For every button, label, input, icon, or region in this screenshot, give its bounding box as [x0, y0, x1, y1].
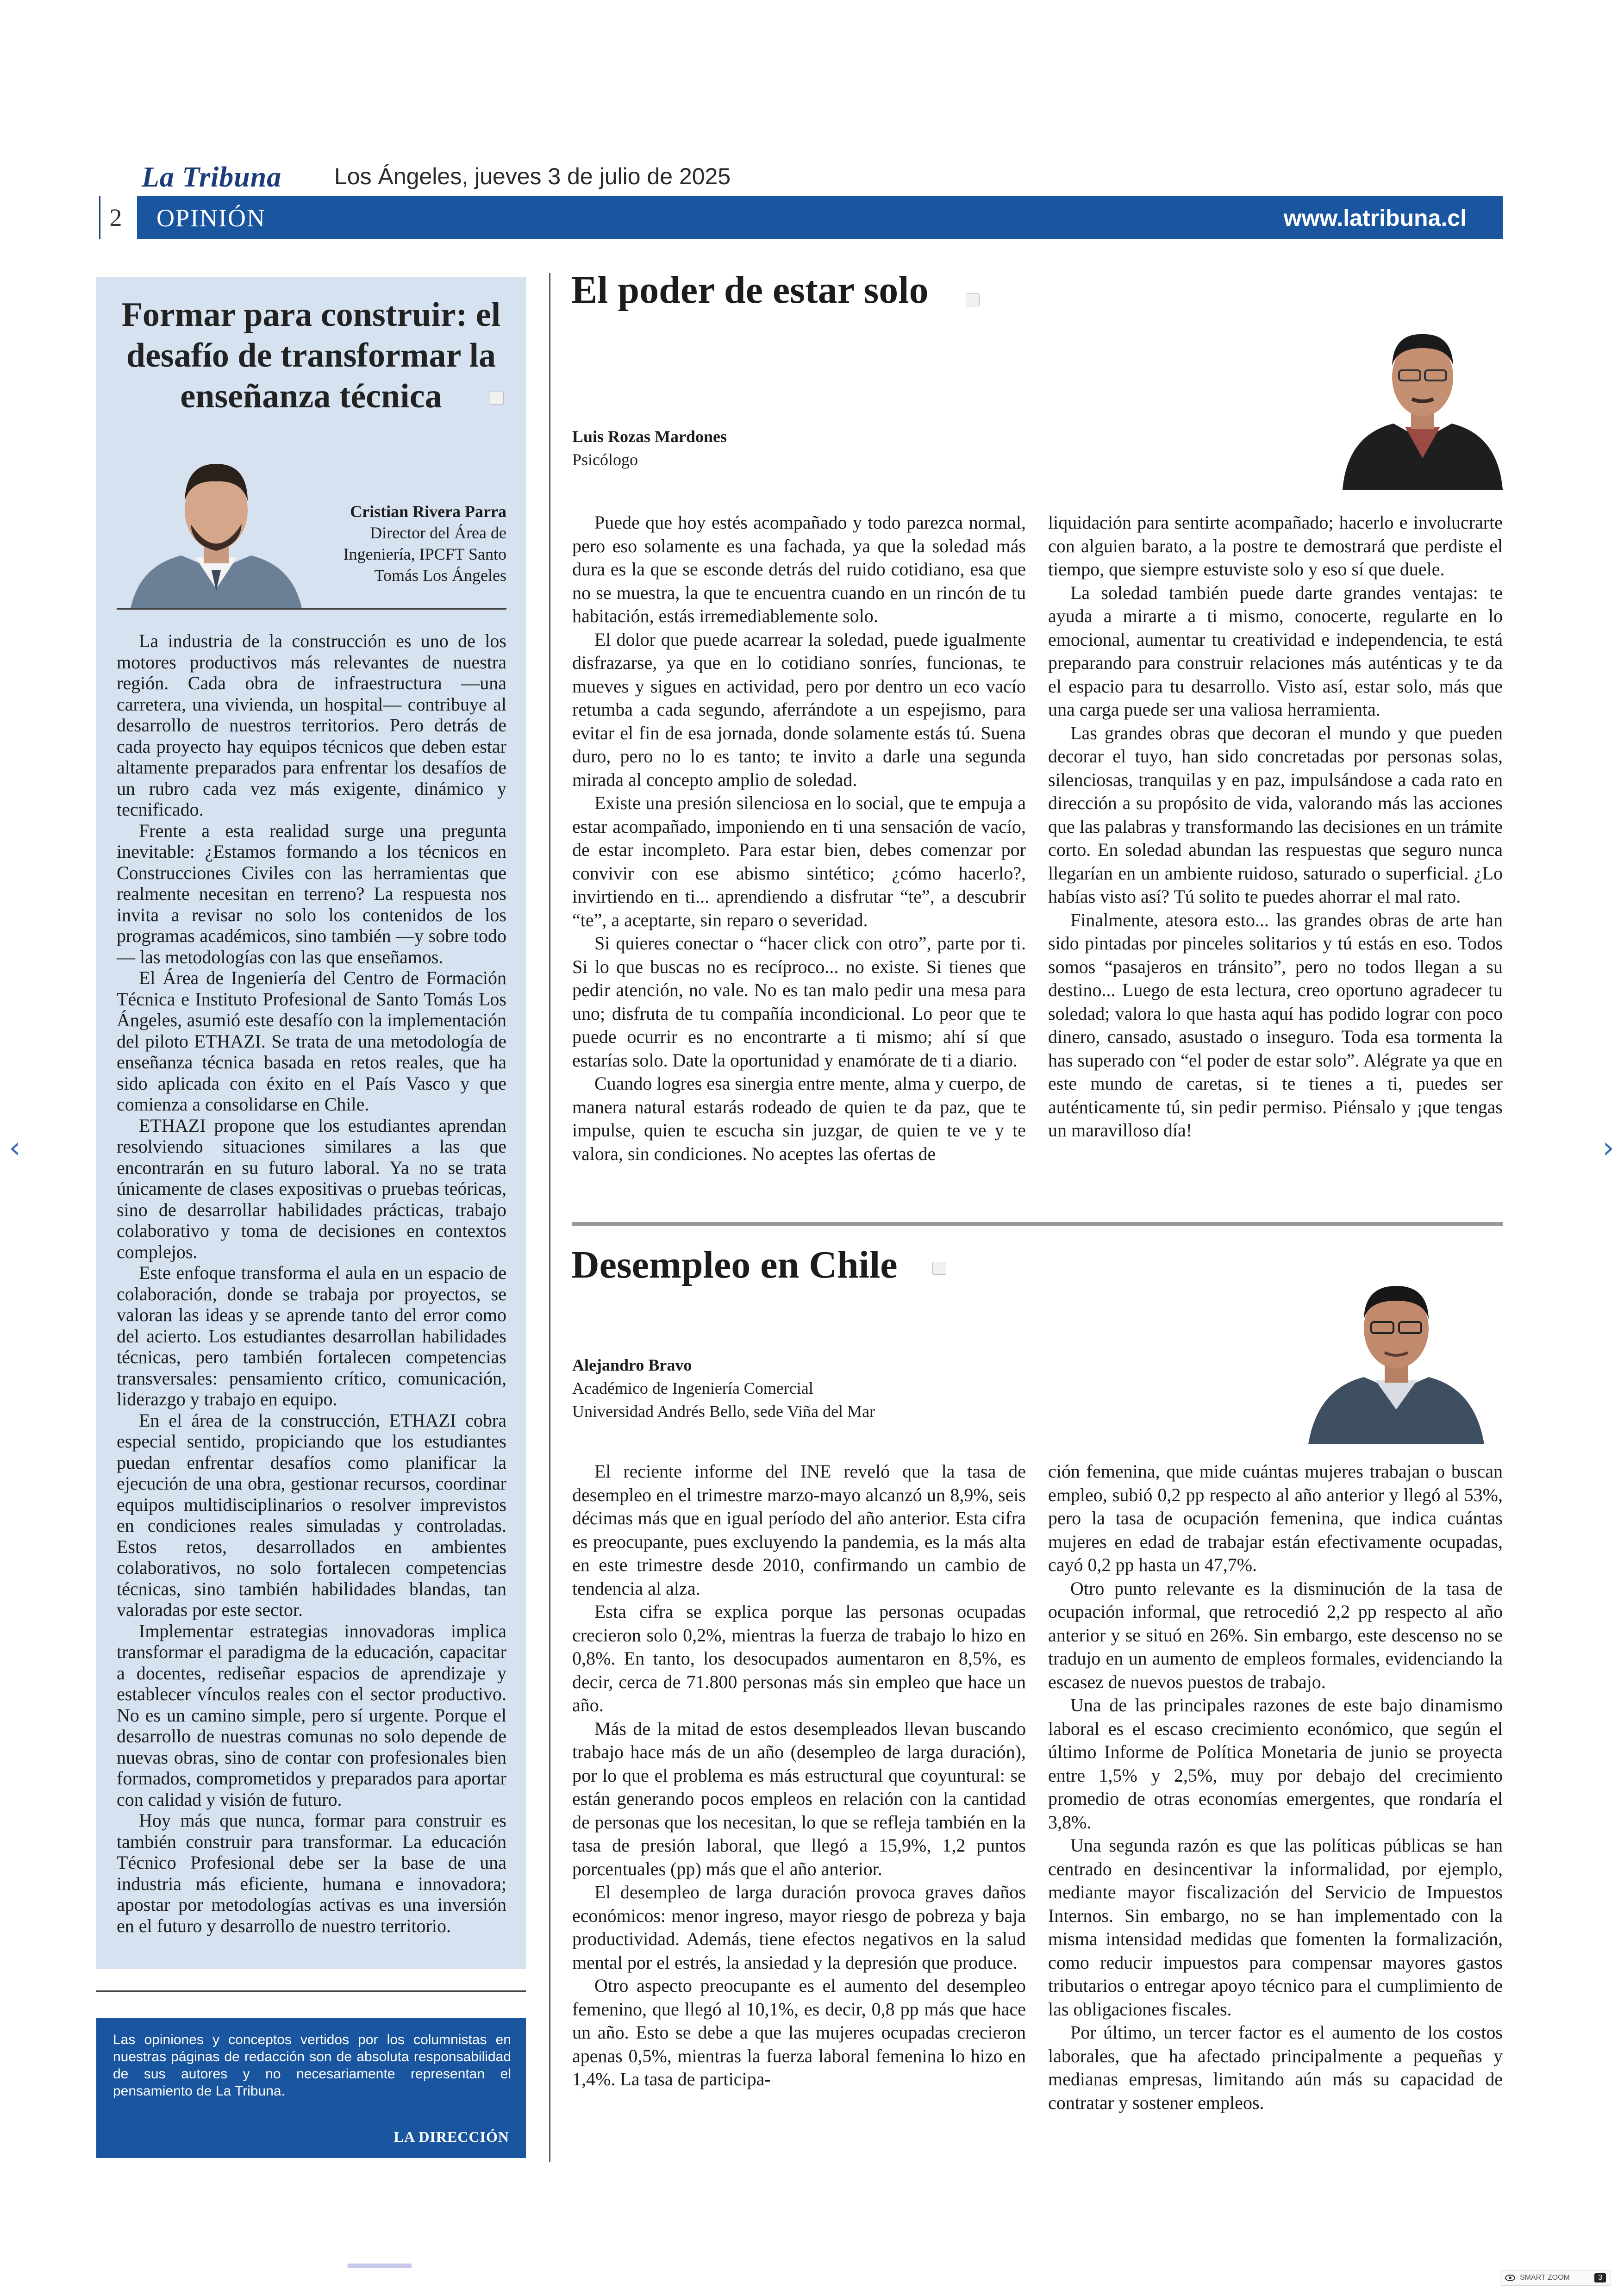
left-article-headline: Formar para construir: el desafío de transformar la enseñanza técnica	[121, 296, 501, 415]
horizontal-scrollbar[interactable]	[347, 2264, 412, 2268]
smart-zoom-button[interactable]	[1500, 2270, 1611, 2286]
paragraph: Puede que hoy estés acompañado y todo parezca normal, pero eso solamente es una fachada, ya que la soledad más dura es la que se esconde detrás del ruido cotidiano, esa que no se muestra, la que te encuentra cuando en un rincón de tu habitación, estás irremediablemente solo.	[572, 512, 1026, 626]
paragraph: ETHAZI propone que los estudiantes aprendan resolviendo situaciones similares a las que encontrarán en su futuro laboral. Ya no se trata únicamente de clases expositivas o pruebas teóricas, sino de desarrollar habilidades prácticas, trabajo colaborativo y toma de decisiones en contextos complejos.	[117, 1115, 506, 1262]
paragraph: Hoy más que nunca, formar para construir es también construir para transformar. La educación Técnico Profesional debe ser la base de una industria más eficiente, humana e innovadora; apostar por metodologías activas es una inversión en el futuro y desarrollo de nuestro territorio.	[117, 1810, 506, 1936]
divider	[96, 1990, 526, 1992]
article-separator	[572, 1222, 1503, 1226]
paragraph: Finalmente, atesora esto... las grandes obras de arte han sido pintadas por pinceles solitarios y tú estás en eso. Todos somos “pasajeros en tránsito”, pero no todos llegan a su destino... Luego de esta lectura, creo oportuno agradecer tu soledad; valora lo que hasta aquí has podido lograr con poco dinero, cansado, asustado o inseguro. Toda esa tormenta la has superado con “el poder de estar solo”. Alégrate ya que en este mundo de caretas, si te tienes a ti, puedes ser auténticamente tú, sin pedir permiso. Piénsalo y ¡que tengas un maravilloso día!	[1048, 909, 1503, 1141]
paragraph: El Área de Ingeniería del Centro de Formación Técnica e Instituto Profesional de Santo Tomás Los Ángeles, asumió este desafío con la implementación del piloto ETHAZI. Se trata de una metodología de enseñanza técnica basada en retos reales, que ha sido aplicada con éxito en el País Vasco y que comienza a consolidarse en Chile.	[117, 967, 506, 1115]
paragraph: Una segunda razón es que las políticas públicas se han centrado en desincentivar la informalidad, por ejemplo, mediante mayor fiscalización del Servicio de Impuestos Internos. Sin embargo, no se han implementado con la misma intensidad medidas que fomenten la formalización, como reducir impuestos para compensar mayores gastos tributarios o entregar apoyo técnico para el cumplimiento de las obligaciones fiscales.	[1048, 1835, 1503, 2020]
paragraph: El reciente informe del INE reveló que la tasa de desempleo en el trimestre marzo-mayo alcanzó un 8,9%, seis décimas más que en igual período del año anterior. Esta cifra es preocupante, pues excluyendo la pandemia, es la más alta en este trimestre desde 2010, confirmando un cambio de tendencia al alza.	[572, 1461, 1026, 1599]
paragraph: Cuando logres esa sinergia entre mente, alma y cuerpo, de manera natural estarás rodeado de quien te da paz, que te impulse, quien te escucha sin juzgar, de quien te ve y te valora, sin condiciones. No aceptes las ofertas de	[572, 1073, 1026, 1164]
author-info-bravo	[572, 1353, 875, 1423]
column-divider	[549, 273, 550, 2162]
author-photo-rivera	[121, 431, 311, 608]
disclaimer-signature: LA DIRECCIÓN	[394, 2128, 509, 2145]
paragraph: Esta cifra se explica porque las personas ocupadas crecieron solo 0,2%, mientras la fuerza de trabajo lo hizo en 0,8%. En tanto, los desocupados aumentaron en 8,5%, es decir, cerca de 71.800 personas más sin empleo que hace un año.	[572, 1601, 1026, 1715]
paragraph: En el área de la construcción, ETHAZI cobra especial sentido, propiciando que los estudiantes puedan enfrentar desafíos como planificar la ejecución de una obra, gestionar recursos, coordinar equipos multidisciplinarios o resolver imprevistos en condiciones reales simuladas y controladas. Estos retos, desarrollados en ambientes colaborativos, no solo fortalecen competencias técnicas, sino también habilidades blandas, tan valoradas por este sector.	[117, 1409, 506, 1620]
editorial-disclaimer	[96, 2018, 526, 2158]
paragraph: Más de la mitad de estos desempleados llevan buscando trabajo hace más de un año (desempleo de larga duración), por lo que el problema es más estructural que coyuntural: se están generando pocos empleos en relación con la cantidad de personas que los necesitan, lo que se refleja también en la tasa de presión laboral, que llegó a 15,9%, 1,2 puntos porcentuales (pp) más que el año anterior.	[572, 1718, 1026, 1879]
photo-icon[interactable]	[490, 392, 504, 405]
photo-icon[interactable]	[932, 1262, 946, 1275]
paragraph: La soledad también puede darte grandes ventajas: te ayuda a mirarte a ti mismo, conocerte, regularte en lo emocional, aumentar tu creatividad e independencia, te está preparando para construir relaciones más auténticas y te da el espacio para tu desarrollo. Visto así, estar solo, más que una carga puede ser una valiosa herramienta.	[1048, 582, 1503, 720]
left-article-body	[117, 630, 506, 1936]
paragraph: Frente a esta realidad surge una pregunta inevitable: ¿Estamos formando a los técnicos en Construcciones Civiles con las herramientas que realmente necesitan en terreno? La respuesta nos invita a revisar no solo los contenidos de los programas académicos, sino también —y sobre todo— las metodologías con las que enseñamos.	[117, 820, 506, 967]
newspaper-logo: La Tribuna	[142, 162, 282, 193]
divider	[117, 608, 506, 610]
author-org: Universidad Andrés Bello, sede Viña del Mar	[572, 1402, 875, 1421]
page-badge: 3	[1594, 2273, 1606, 2283]
author-info-rivera	[315, 501, 506, 586]
paragraph: Existe una presión silenciosa en lo social, que te empuja a estar acompañado, imponiendo en ti una sensación de vacío, de estar incompleto. Para estar bien, debes comenzar por convivir con ese abismo sintético; ¿cómo hacerlo?, invirtiendo en ti... aprendiendo a disfrutar “te”, a descubrir “te”, a aceptarte, sin reparo o severidad.	[572, 792, 1026, 930]
author-role: Director del Área de Ingeniería, IPCFT Santo Tomás Los Ángeles	[343, 524, 506, 585]
article1-column-1	[572, 511, 1026, 1166]
paragraph: Las grandes obras que decoran el mundo y que pueden decorar el tuyo, han sido concretadas por personas solas, silenciosas, tranquilas y en paz, impulsándose a cada rato en dirección a su propósito de vida, valorando más las acciones que las palabras y transformando las decisiones en un trámite corto. En soledad abundan las respuestas que seguro nunca llegarían en un ambiente ruidoso, saturado o superficial. ¿Lo habías visto así? Tú solito te puedes ahorrar el mal rato.	[1048, 722, 1503, 907]
article1-column-2	[1048, 511, 1503, 1142]
author-info-rozas	[572, 425, 727, 471]
author-role: Psicólogo	[572, 450, 638, 469]
site-url[interactable]: www.latribuna.cl	[1283, 205, 1467, 231]
author-name: Alejandro Bravo	[572, 1356, 692, 1374]
paragraph: Por último, un tercer factor es el aumento de los costos laborales, que ha afectado principalmente a pequeñas y medianas empresas, limitando aún más su capacidad de contratar y sostener empleos.	[1048, 2022, 1503, 2113]
chevron-right-icon[interactable]: ›	[1602, 1131, 1614, 1165]
author-role: Académico de Ingeniería Comercial	[572, 1379, 813, 1397]
eye-icon	[1505, 2275, 1515, 2281]
author-name: Cristian Rivera Parra	[350, 502, 506, 521]
paragraph: Si quieres conectar o “hacer click con otro”, parte por ti. Si lo que buscas no es recíproco... no existe. Si tienes que pedir atención, no vale. No es tan malo pedir una mesa para uno; disfruta de tu compañía incondicional. Lo peor que te puede ocurrir es no encontrarte a ti mismo; ahí sí que estarías solo. Date la oportunidad y enamórate de ti a diario.	[572, 933, 1026, 1071]
paragraph: Otro aspecto preocupante es el aumento del desempleo femenino, que llegó al 10,1%, es decir, 0,8 pp más que hace un año. Esto se debe a que las mujeres ocupadas crecieron apenas 0,5%, mientras la fuerza laboral femenina lo hizo en 1,4%. La tasa de participa-	[572, 1975, 1026, 2089]
author-name: Luis Rozas Mardones	[572, 427, 727, 446]
author-photo-rozas	[1343, 296, 1503, 490]
paragraph: ción femenina, que mide cuántas mujeres trabajan o buscan empleo, subió 0,2 pp respecto al año anterior y llegó al 53%, pero la tasa de ocupación femenina, que indica cuántas mujeres en edad de trabajar están efectivamente ocupadas, cayó 0,2 pp hasta un 47,7%.	[1048, 1461, 1503, 1575]
photo-icon[interactable]	[966, 293, 980, 306]
paragraph: Este enfoque transforma el aula en un espacio de colaboración, donde se trabaja por proyectos, se valoran las ideas y se aprende tanto del error como del acierto. Los estudiantes desarrollan habilidades técnicas, pero también fortalecen competencias transversales: pensamiento crítico, comunicación, liderazgo y trabajo en equipo.	[117, 1262, 506, 1409]
chevron-left-icon[interactable]: ‹	[9, 1131, 21, 1165]
dateline: Los Ángeles, jueves 3 de julio de 2025	[334, 163, 731, 189]
page-number: 2	[99, 196, 131, 239]
article2-column-1	[572, 1460, 1026, 2091]
paragraph: liquidación para sentirte acompañado; hacerlo e involucrarte con alguien barato, a la postre te demostrará que perdiste el tiempo, que siempre estuviste solo y eso sí que duele.	[1048, 512, 1503, 580]
paragraph: La industria de la construcción es uno de los motores productivos más relevantes de nuestra región. Cada obra de infraestructura —una carretera, una vivienda, un hospital— contribuye al desarrollo de nuestros territorios. Pero detrás de cada proyecto hay equipos técnicos que deben estar altamente preparados para enfrentar los desafíos de un rubro cada vez más exigente, dinámico y tecnificado.	[117, 630, 506, 820]
paragraph: Una de las principales razones de este bajo dinamismo laboral es el escaso crecimiento económico, que según el último Informe de Política Monetaria de junio se proyecta entre 1,5% y 2,5%, muy por debajo del crecimiento promedio de otras economías emergentes, que rondaría el 3,8%.	[1048, 1695, 1503, 1833]
disclaimer-text: Las opiniones y conceptos vertidos por los columnistas en nuestras páginas de redacción son de absoluta responsabilidad de sus autores y no necesariamente representan el pensamiento de La Tribuna.	[113, 2032, 511, 2099]
author-photo-bravo	[1290, 1250, 1503, 1444]
paragraph: Implementar estrategias innovadoras implica transformar el paradigma de la educación, capacitar a docentes, rediseñar espacios de aprendizaje y establecer vínculos reales con el sector productivo. No es un camino simple, pero sí urgente. Porque el desarrollo de nuestras comunas no solo depende de nuevas obras, sino de contar con profesionales bien formados, comprometidos y preparados para aportar con calidad y visión de futuro.	[117, 1620, 506, 1810]
paragraph: Otro punto relevante es la disminución de la tasa de ocupación informal, que retrocedió 2,2 pp respecto al año anterior y se situó en 26%. Sin embargo, este descenso no se tradujo en un aumento de empleos formales, evidenciando la escasez de nuevos puestos de trabajo.	[1048, 1578, 1503, 1692]
smart-zoom-label: SMART ZOOM	[1520, 2274, 1570, 2282]
paragraph: El desempleo de larga duración provoca graves daños económicos: menor ingreso, mayor riesgo de pobreza y baja productividad. Además, tiene efectos negativos en la salud mental por el estrés, la ansiedad y la depresión que produce.	[572, 1882, 1026, 1973]
section-name: OPINIÓN	[156, 204, 266, 232]
article-title: El poder de estar solo	[571, 268, 929, 312]
article2-column-2	[1048, 1460, 1503, 2114]
paragraph: El dolor que puede acarrear la soledad, puede igualmente disfrazarse, ya que en lo cotidiano sonríes, funcionas, te mueves y sigues en actividad, pero por dentro un eco vacío retumba a cada segundo, aferrándote a un espejismo, para evitar el fin de esa jornada, donde solamente estás tú. Suena duro, pero no lo es tanto; te invito a darle una segunda mirada al concepto amplio de soledad.	[572, 629, 1026, 790]
article-title: Desempleo en Chile	[571, 1243, 898, 1286]
